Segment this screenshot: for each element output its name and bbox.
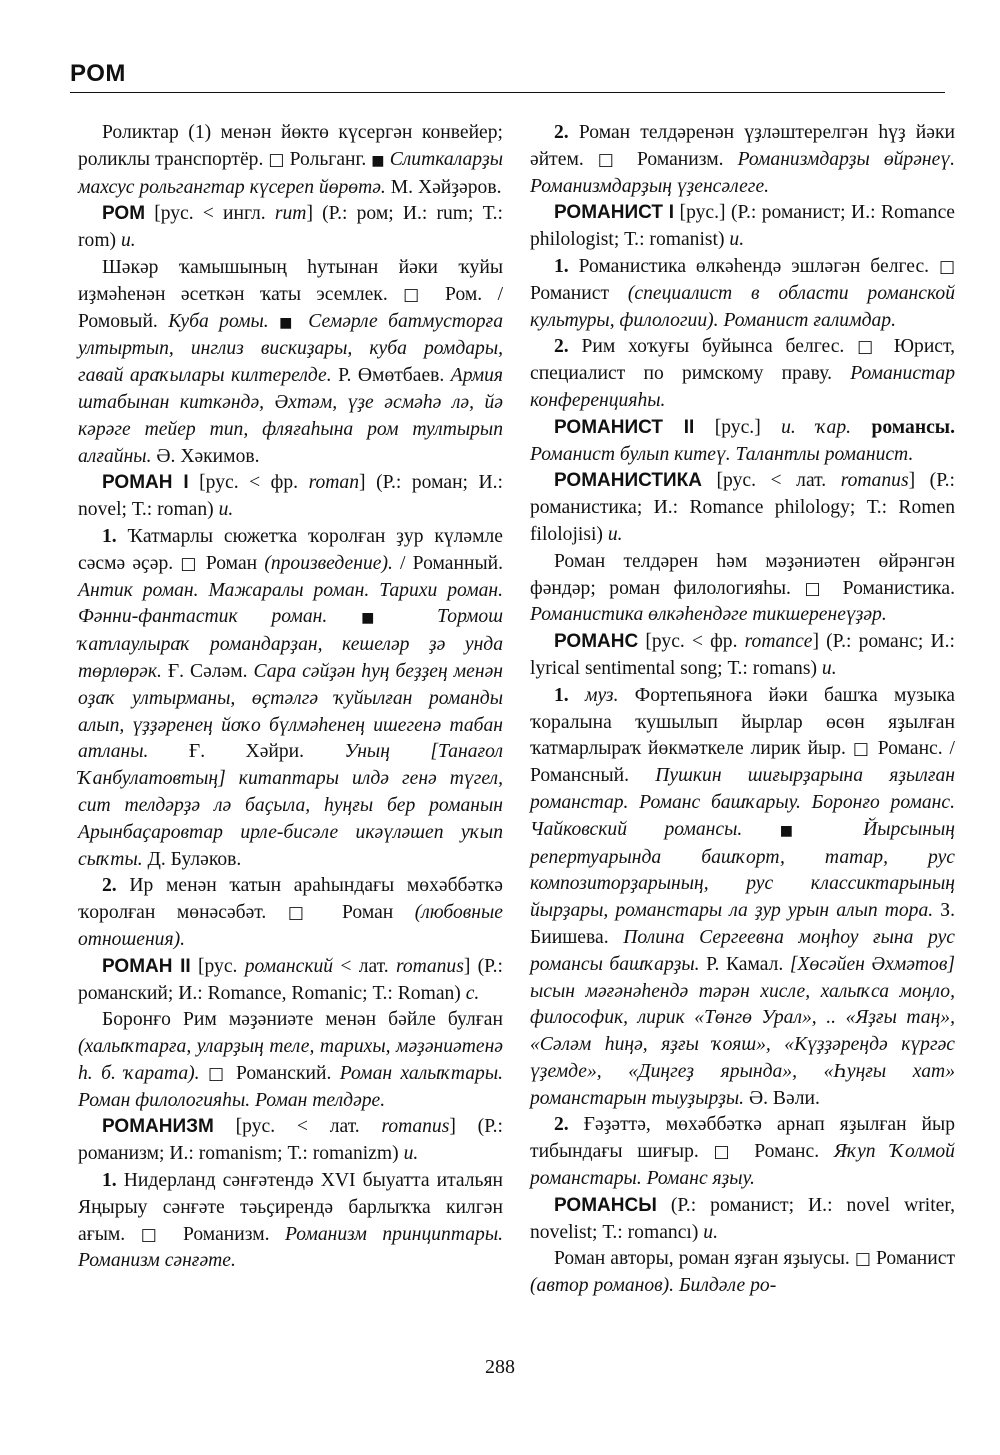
dictionary-paragraph	[78, 201, 503, 255]
text-segment: [рус.] (Р.: романист; И.: Romance philologist; Т.: romanist)	[530, 202, 955, 251]
text-segment: Рольганг.	[284, 148, 372, 170]
italic-segment: romance	[744, 631, 813, 653]
italic-segment: [Хөсәйен Әхмәтов] ысын мәғәнәһендә тәрән хисле, халыҡса моңло, философик, лирик «Төнгө Урал», .. «Яҙғы таң», «Сәләм һиңә, яҙғы ҡояш», «Күҙҙәреңдә күргәс үҙемде», «Диңгеҙ ярында», «Һуңғы хат» романстарын тыуҙырҙы.	[530, 953, 955, 1109]
square-outline-icon: □	[287, 903, 321, 924]
text-segment: Романизм.	[167, 1223, 286, 1245]
sense-number: 1.	[554, 255, 569, 277]
text-segment: Роликтар (1) менән йөктө күсергән конвейер; роликлы транспортёр.	[78, 122, 503, 170]
text-segment: Роман	[320, 902, 415, 924]
text-segment: / Романный.	[392, 552, 503, 574]
text-segment: З. Биишева.	[530, 900, 955, 948]
dictionary-paragraph	[530, 1112, 955, 1192]
text-segment: Ғ. Хәйри.	[148, 741, 345, 763]
sense-number: 2.	[102, 875, 117, 897]
text-segment: ] (Р.: романистика; И.: Romance philology; Т.: Romen filolojisi)	[530, 470, 955, 545]
italic-segment: и.	[403, 1143, 419, 1165]
text-segment: < лат.	[333, 955, 396, 977]
italic-segment: Йырсының репертуарында башҡорт, татар, рус композиторҙарының, рус классиктарының йырҙары, романстары ла ҙур урын алып тора.	[530, 818, 955, 922]
text-segment: Романистика өлкәһендә эшләгән белгес.	[568, 255, 939, 277]
italic-segment: (любовные отношения).	[78, 902, 503, 950]
sense-number: 1.	[554, 684, 569, 706]
page-number: 288	[485, 1356, 515, 1378]
dictionary-paragraph	[78, 120, 503, 201]
text-segment	[298, 311, 308, 332]
headword: РОМАН II	[102, 955, 191, 977]
text-segment: Ҡатмарлы сюжетҡа ҡоролған ҙур күләмле сәсмә әҫәр.	[78, 525, 503, 574]
right-column	[530, 120, 955, 1300]
text-segment: Романский.	[227, 1062, 340, 1084]
dictionary-paragraph	[530, 468, 955, 548]
italic-segment: и.	[729, 229, 745, 251]
square-outline-icon: □	[713, 1142, 740, 1163]
square-outline-icon: □	[938, 256, 955, 277]
text-segment: ] (Р.: ром; И.: rum; Т.: rom)	[78, 203, 503, 252]
dictionary-paragraph	[530, 120, 955, 200]
headword: РОМАНИСТ I	[554, 202, 675, 224]
italic-segment: Роман халыҡтары. Роман филологияһы. Роман телдәре.	[78, 1062, 504, 1111]
dictionary-paragraph	[530, 1246, 955, 1300]
italic-segment: Куба ромы.	[168, 310, 269, 332]
text-segment: Романист	[530, 282, 628, 304]
text-segment: ] (Р.: романс; И.: lyrical sentimental song; Т.: romans)	[530, 631, 955, 679]
text-segment: М. Хәйҙәров.	[385, 176, 502, 198]
dictionary-paragraph	[530, 334, 955, 414]
text-segment: Романс.	[739, 1141, 834, 1163]
text-segment: Ғ. Сәләм.	[161, 660, 254, 682]
text-segment: [рус.]	[694, 416, 782, 438]
text-segment: Роман телдәрен һәм мәҙәниәтен өйрәнгән фәндәр; роман филологияһы.	[530, 550, 955, 599]
italic-segment: Армия штабынан киткәндә, Әхтәм, үҙе әсмәһә лә, йә кәрәге тейер тип, фляғаһына ром тултырып алғайны.	[78, 365, 503, 467]
square-outline-icon: □	[854, 1249, 871, 1270]
square-outline-icon: □	[403, 284, 430, 305]
dictionary-paragraph	[78, 1007, 503, 1114]
italic-segment: romanus	[381, 1116, 450, 1138]
dictionary-paragraph	[530, 254, 955, 334]
italic-segment: roman	[308, 472, 360, 494]
text-segment: Р. Камал.	[699, 953, 790, 975]
dictionary-paragraph	[530, 629, 955, 683]
sense-number: 1.	[102, 1170, 117, 1192]
italic-segment: Романист булып китеү. Талантлы романист.	[530, 443, 914, 465]
italic-segment: и.	[218, 499, 234, 521]
sense-number: 1.	[102, 525, 117, 547]
square-outline-icon: □	[597, 149, 623, 170]
italic-segment: и.	[121, 230, 136, 252]
text-segment: [рус. < ингл.	[145, 203, 275, 225]
italic-segment: Романистика өлкәһендәге тикшеренеүҙәр.	[530, 604, 887, 626]
italic-segment: Сара сәйҙән һуң беҙҙең менән оҙаҡ ултырманы, өҫтәлгә ҡуйылған романды алып, үҙҙәренең йоҡо бүлмәһенең ишегенә табан атланы.	[78, 660, 503, 763]
dictionary-paragraph	[530, 549, 955, 629]
italic-segment: (автор романов). Билдәле ро-	[530, 1275, 777, 1297]
text-segment: Ром. / Ромовый.	[78, 283, 504, 332]
header-rule	[70, 92, 945, 93]
headword: РОМ	[102, 203, 146, 225]
text-segment: Д. Буләков.	[142, 848, 242, 870]
square-filled-icon: ■	[779, 822, 826, 839]
text-segment: Нидерланд сәнғәтендә XVI быуатта итальян Яңырыу сәнғәте тәьҫирендә барлыҡҡа килгән ағым.	[78, 1170, 503, 1245]
square-outline-icon: □	[268, 149, 285, 170]
dictionary-paragraph	[530, 415, 955, 469]
italic-segment: Романизм принциптары. Романизм сәнғәте.	[78, 1223, 504, 1272]
square-outline-icon: □	[852, 739, 871, 760]
left-column	[78, 120, 503, 1275]
text-segment: Роман телдәренән үҙләштерелгән һүҙ йәки әйтем.	[530, 122, 955, 170]
italic-segment: (специалист в области романской культуры, филологии). Романист ғалимдар.	[530, 282, 955, 331]
sense-number: 2.	[554, 122, 569, 143]
italic-segment: и. ҡар.	[781, 416, 852, 438]
dictionary-paragraph	[78, 524, 503, 873]
headword: РОМАНС	[554, 631, 639, 653]
sense-number: романсы.	[871, 416, 955, 438]
italic-segment: романский	[244, 955, 334, 977]
italic-segment: Семәрле батмусторға ултыртып, инглиз вискиҙары, куба ромдары, гавай араҡылары килтерелде.	[78, 310, 503, 387]
italic-segment: с.	[465, 982, 480, 1004]
dictionary-paragraph	[78, 1114, 503, 1168]
text-segment	[269, 311, 279, 332]
text-segment: Шәкәр ҡамышының һутынан йәки ҡуйы иҙмәһенән әсеткән ҡаты эсемлек.	[78, 256, 503, 305]
italic-segment: Яҡуп Ҡолмой романстары. Романс яҙыу.	[530, 1141, 955, 1190]
italic-segment: и.	[821, 657, 837, 679]
text-segment	[569, 685, 585, 706]
square-filled-icon: ■	[371, 152, 385, 169]
italic-segment: и.	[703, 1221, 718, 1243]
text-segment: Ә. Вәли.	[744, 1087, 820, 1109]
text-segment: ] (Р.: роман; И.: novel; Т.: roman)	[78, 472, 503, 521]
text-segment: Рим хоҡуғы буйынса белгес.	[568, 336, 858, 358]
headword: РОМАНСЫ	[554, 1194, 657, 1216]
text-segment: Боронғо Рим мәҙәниәте менән бәйле булған	[102, 1009, 503, 1031]
text-segment: Р. Өмөтбаев.	[331, 365, 451, 387]
text-segment: Юрист, специалист по римскому праву.	[530, 336, 955, 385]
square-outline-icon: □	[180, 553, 199, 574]
text-segment: [рус.	[190, 955, 245, 977]
dictionary-paragraph	[78, 1168, 503, 1275]
italic-segment: rum	[274, 203, 307, 225]
dictionary-paragraph	[530, 683, 955, 1113]
square-outline-icon: □	[804, 578, 830, 599]
dictionary-paragraph	[530, 200, 955, 254]
italic-segment: муз.	[584, 684, 619, 706]
text-segment: Ир менән ҡатын араһындағы мөхәббәткә ҡоролған мөнәсәбәт.	[78, 875, 503, 924]
italic-segment: Тормош ҡатлаулыраҡ романдарҙан, кешеләр ҙә унда төрлөрәк.	[78, 606, 504, 682]
italic-segment: romanus	[395, 955, 464, 977]
italic-segment: и.	[607, 523, 623, 545]
italic-segment: (халыҡтарға, уларҙың теле, тарихы, мәҙәниәтенә һ. б. ҡарата).	[78, 1036, 503, 1084]
italic-segment: romanus	[840, 470, 909, 492]
text-segment: Роман	[198, 552, 265, 574]
square-filled-icon: ■	[279, 314, 298, 331]
square-outline-icon: □	[857, 337, 882, 358]
headword: РОМАНИЗМ	[102, 1116, 214, 1138]
text-segment: [рус. < лат.	[213, 1116, 382, 1138]
dictionary-paragraph	[78, 470, 503, 524]
text-segment: Романизм.	[622, 148, 738, 170]
dictionary-paragraph	[78, 954, 503, 1008]
text-segment	[826, 819, 864, 840]
square-outline-icon: □	[208, 1063, 228, 1084]
text-segment: (Р.: романист; И.: novel writer, novelist; Т.: romancı)	[530, 1194, 955, 1243]
text-segment	[327, 606, 361, 627]
text-segment: [рус. < фр.	[188, 472, 309, 494]
italic-segment: Антик роман. Мажаралы роман. Тарихи роман. Фәнни-фантастик роман.	[78, 579, 503, 628]
headword: РОМАН I	[102, 472, 189, 494]
square-filled-icon: ■	[361, 610, 404, 627]
text-segment: Фортепьяноға йәки башҡа музыка ҡоралына ҡушылып йырлар өсөн яҙылған ҡатмарлыраҡ йөкмәткеле лирик йыр.	[530, 684, 955, 760]
text-segment: Роман авторы, роман яҙған яҙыусы.	[554, 1248, 855, 1270]
text-segment: Романистика.	[829, 577, 955, 599]
dictionary-paragraph	[78, 255, 503, 470]
text-segment	[403, 606, 437, 627]
dictionary-paragraph	[530, 1193, 955, 1247]
text-segment: Ғәҙәттә, мөхәббәткә арнап яҙылған йыр тибындағы шиғыр.	[530, 1114, 955, 1163]
headword: РОМАНИСТИКА	[554, 470, 702, 492]
text-segment	[200, 1063, 208, 1084]
text-segment: Романист	[870, 1248, 956, 1270]
italic-segment: Романизмдарҙы өйрәнеү. Романизмдарҙың үҙенсәлеге.	[530, 148, 956, 197]
text-segment: Романс. / Романсный.	[530, 738, 955, 787]
headword: РОМАНИСТ II	[554, 416, 695, 438]
text-segment: ] (Р.: романизм; И.: romanism; Т.: romanizm)	[78, 1116, 503, 1165]
running-head: РОМ	[70, 60, 126, 87]
italic-segment: Слиткаларҙы махсус рольгангтар күсереп йөрөтә.	[78, 148, 504, 198]
text-segment	[742, 819, 780, 840]
text-segment: [рус. < лат.	[701, 470, 841, 492]
italic-segment: Полина Сергеевна моңһоу ғына рус романсы башҡарҙы.	[530, 926, 955, 975]
italic-segment: Романистар конференцияһы.	[530, 363, 955, 411]
text-segment	[851, 417, 871, 438]
square-outline-icon: □	[140, 1224, 168, 1245]
sense-number: 2.	[554, 336, 569, 358]
text-segment: [рус. < фр.	[638, 631, 745, 653]
text-segment: ] (Р.: романский; И.: Romance, Romanic; Т.: Roman)	[78, 955, 503, 1004]
italic-segment: Уның [Танағол Ҡанбулатовтың] китаптары илдә генә түгел, сит телдәрҙә лә баҫыла, һуңғы бер романын Арынбаҫаровтар ирле-бисәле икәүләшеп уҡып сыҡты.	[78, 741, 503, 870]
italic-segment: (произведение).	[264, 552, 393, 574]
italic-segment: Пушкин шиғырҙарына яҙылған романстар. Романс башҡарыу. Боронғо романс. Чайковский романсы.	[530, 765, 955, 840]
dictionary-paragraph	[78, 873, 503, 953]
text-segment: Ә. Хәкимов.	[151, 445, 260, 467]
sense-number: 2.	[554, 1114, 569, 1136]
